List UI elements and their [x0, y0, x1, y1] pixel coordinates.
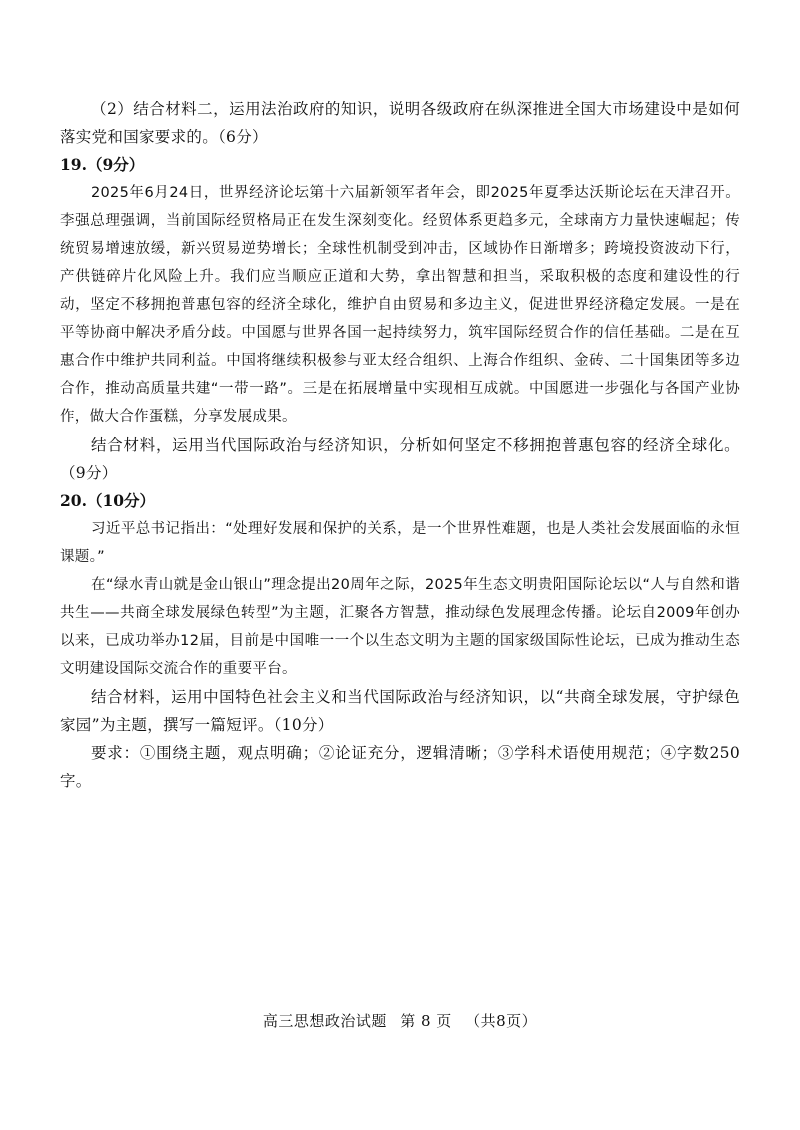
footer-title: 高三思想政治试题: [262, 1012, 387, 1030]
exam-page-content: [60, 95, 740, 795]
q20-question: 结合材料，运用中国特色社会主义和当代国际政治与经济知识，以“共商全球发展，守护绿色家园”为主题，撰写一篇短评。（10分）: [60, 688, 740, 734]
page-footer: [0, 1010, 800, 1031]
q20-number: 20.（10分）: [60, 491, 156, 510]
footer-total-pages: （共8页）: [465, 1012, 538, 1030]
footer-page-number: 第 8 页: [400, 1012, 452, 1030]
q20-quote: 习近平总书记指出：“处理好发展和保护的关系，是一个世界性难题，也是人类社会发展面临的永恒课题。”: [60, 521, 740, 565]
q20-material: 在“绿水青山就是金山银山”理念提出20周年之际，2025年生态文明贵阳国际论坛以“人与自然和谐共生——共商全球发展绿色转型”为主题，汇聚各方智慧，推动绿色发展理念传播。论坛自2009年创办以来，已成功举办12届，目前是中国唯一一个以生态文明为主题的国家级国际性论坛，已成为推动生态文明建设国际交流合作的重要平台。: [60, 577, 740, 677]
q20-requirements: 要求：①围绕主题，观点明确；②论证充分，逻辑清晰；③学科术语使用规范；④字数250字。: [60, 744, 740, 790]
q18-part2-text: （2）结合材料二，运用法治政府的知识，说明各级政府在纵深推进全国大市场建设中是如何落实党和国家要求的。（6分）: [60, 100, 740, 146]
q19-material: 2025年6月24日，世界经济论坛第十六届新领军者年会，即2025年夏季达沃斯论坛在天津召开。李强总理强调，当前国际经贸格局正在发生深刻变化。经贸体系更趋多元，全球南方力量快速崛起；传统贸易增速放缓，新兴贸易逆势增长；全球性机制受到冲击，区域协作日渐增多；跨境投资波动下行，产供链碎片化风险上升。我们应当顺应正道和大势，拿出智慧和担当，采取积极的态度和建设性的行动，坚定不移拥抱普惠包容的经济全球化，维护自由贸易和多边主义，促进世界经济稳定发展。一是在平等协商中解决矛盾分歧。中国愿与世界各国一起持续努力，筑牢国际经贸合作的信任基础。二是在互惠合作中维护共同利益。中国将继续积极参与亚太经合组织、上海合作组织、金砖、二十国集团等多边合作，推动高质量共建“一带一路”。三是在拓展增量中实现相互成就。中国愿进一步强化与各国产业协作，做大合作蛋糕，分享发展成果。: [60, 185, 740, 425]
q19-question: 结合材料，运用当代国际政治与经济知识，分析如何坚定不移拥抱普惠包容的经济全球化。（9分）: [60, 436, 740, 482]
q19-number: 19.（9分）: [60, 155, 145, 174]
